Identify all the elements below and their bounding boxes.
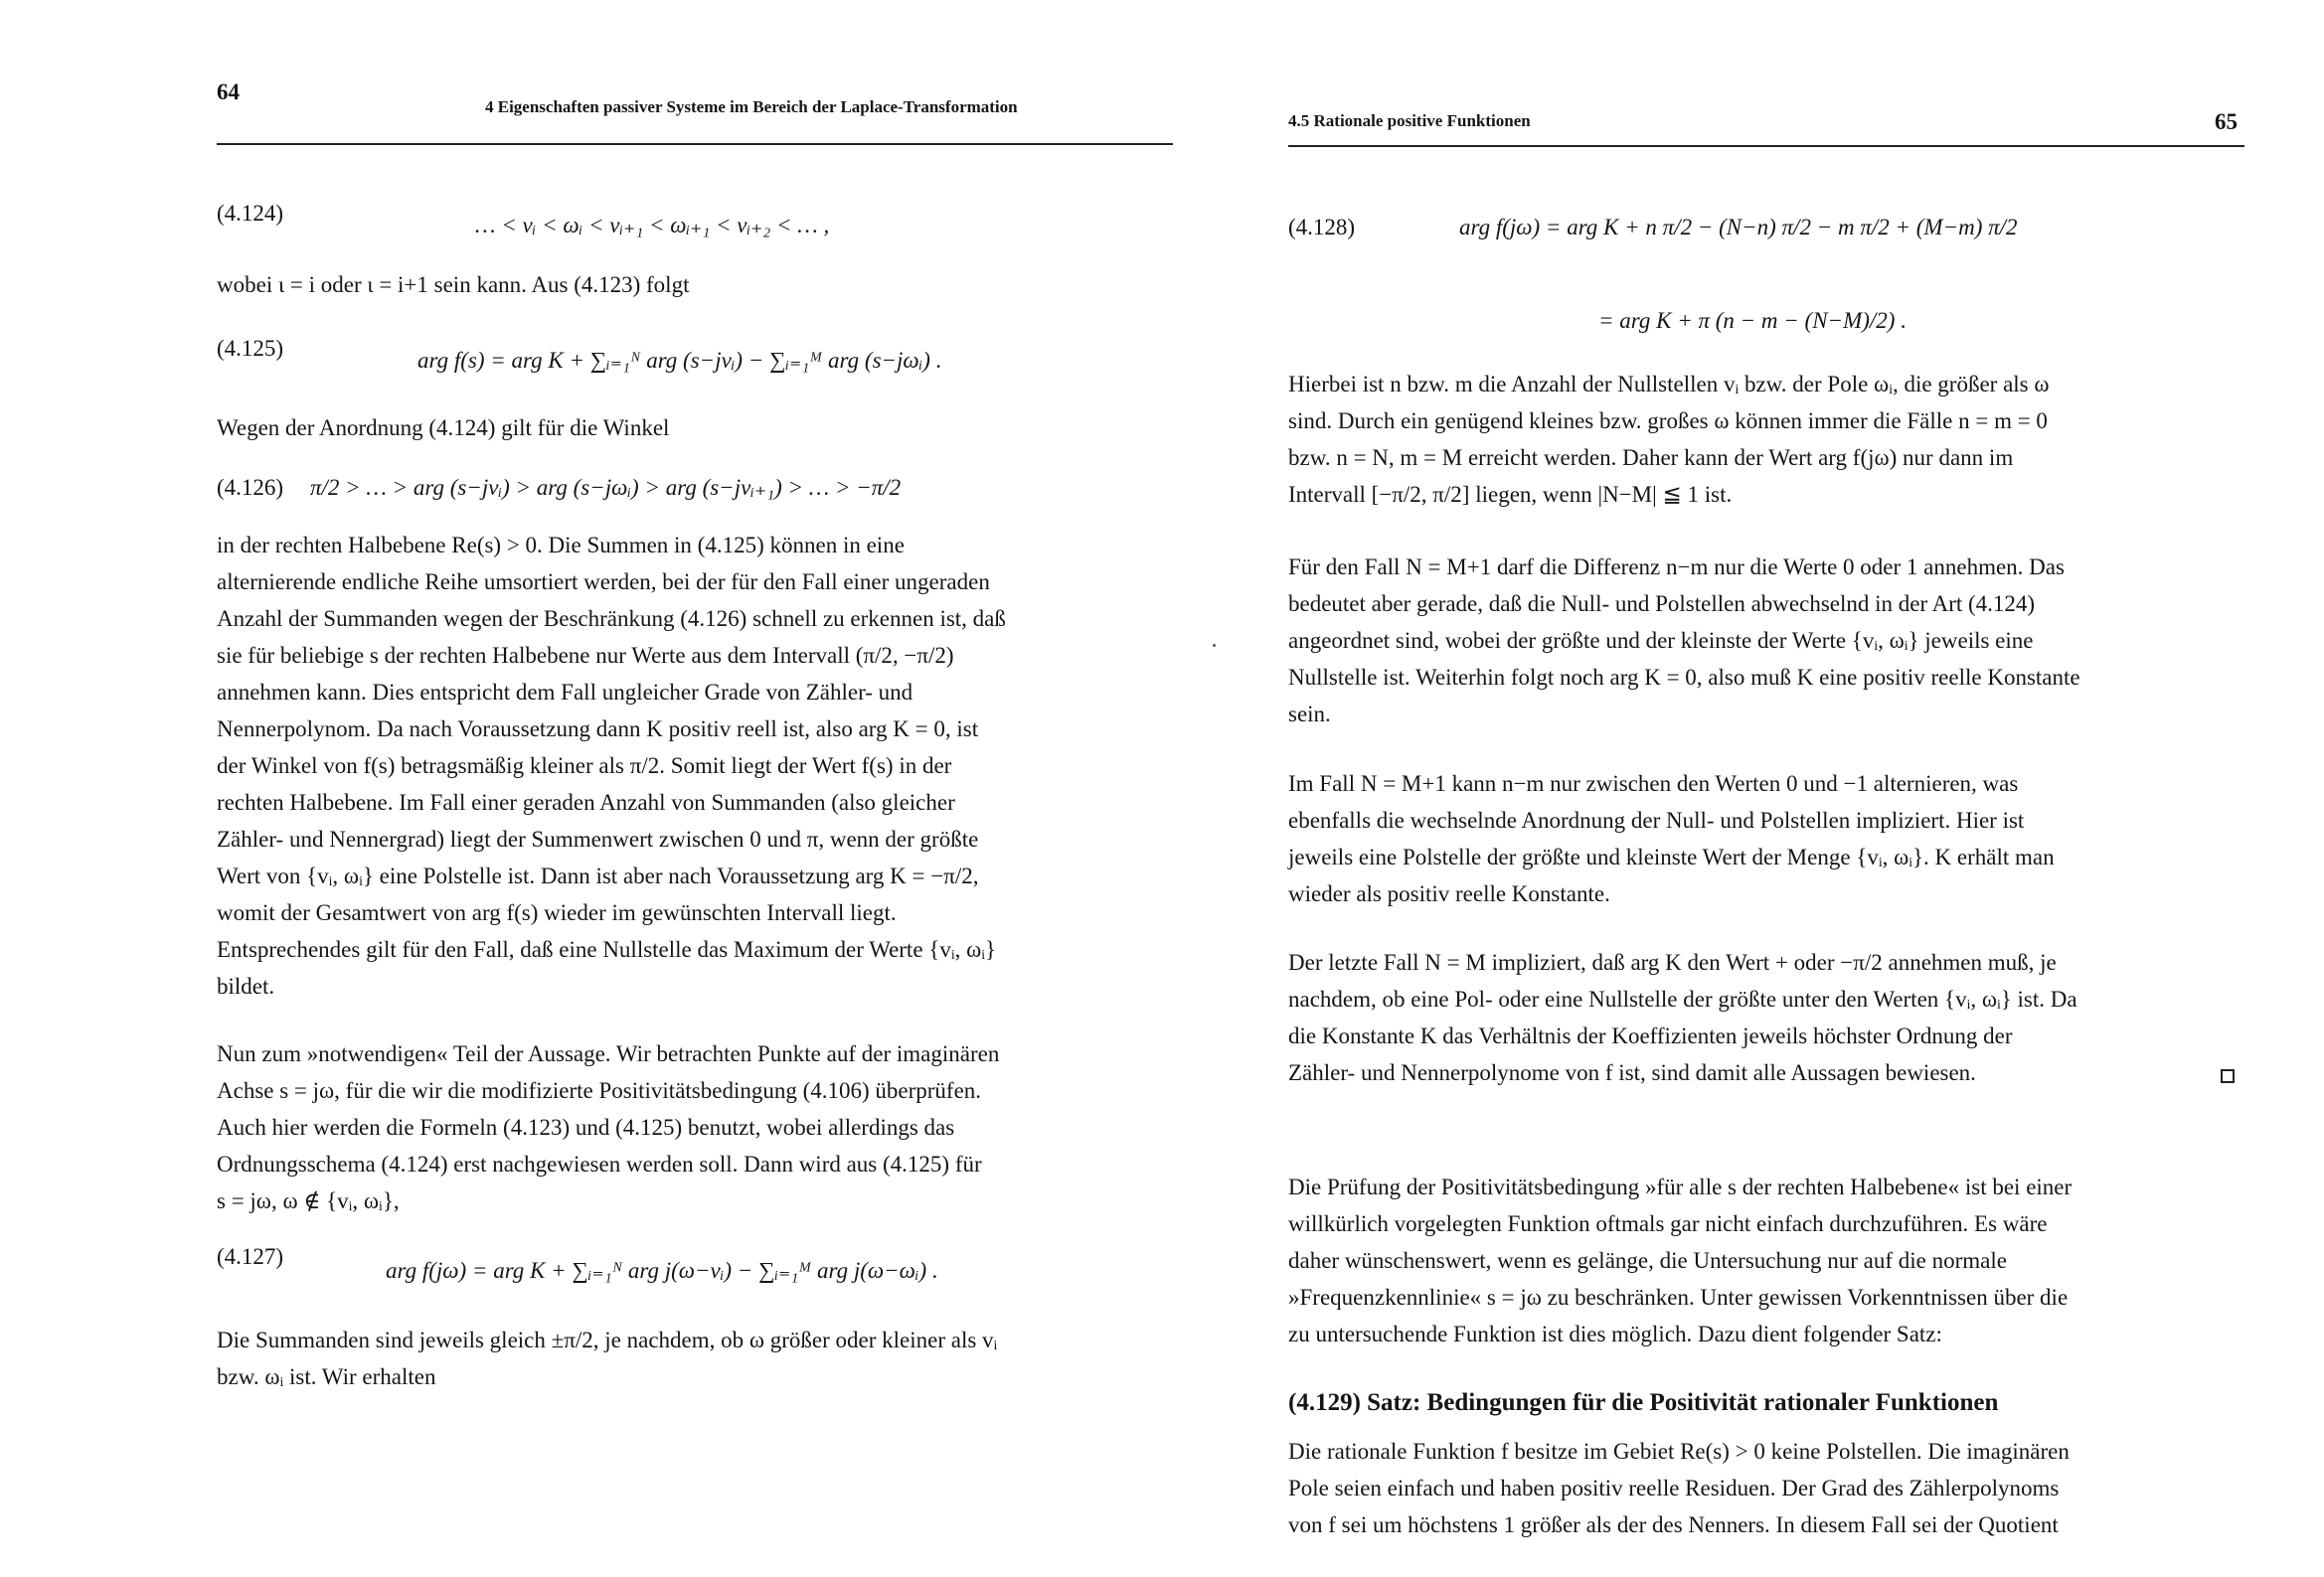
text-line: die Konstante K das Verhältnis der Koeffizienten jeweils höchster Ordnung der — [1288, 1024, 2013, 1048]
equation-number: (4.127) — [217, 1244, 284, 1269]
equation-4-124: … < vᵢ < ωᵢ < vᵢ₊₁ < ωᵢ₊₁ < vᵢ₊₂ < … , — [475, 213, 830, 237]
text-line: Wegen der Anordnung (4.124) gilt für die Winkel — [217, 415, 670, 440]
text-line: sein. — [1288, 702, 1331, 726]
equation-4-125: arg f(s) = arg K + ∑ᵢ₌₁ᴺ arg (s−jvᵢ) − ∑ᵢ₌₁ᴹ arg (s−jωᵢ) . — [417, 348, 942, 373]
text-line: wieder als positiv reelle Konstante. — [1288, 881, 1610, 906]
scan-speck — [1213, 644, 1216, 647]
equation-4-127: arg f(jω) = arg K + ∑ᵢ₌₁ᴺ arg j(ω−vᵢ) − ∑ᵢ₌₁ᴹ arg j(ω−ωᵢ) . — [386, 1258, 938, 1283]
header-rule — [217, 143, 1173, 145]
equation-4-128-line-2: = arg K + π (n − m − (N−M)/2) . — [1598, 308, 1907, 333]
text-line: bildet. — [217, 974, 275, 999]
equation-number: (4.124) — [217, 201, 284, 226]
theorem-heading: (4.129) Satz: Bedingungen für die Positivität rationaler Funktionen — [1288, 1389, 1999, 1416]
text-line: Anzahl der Summanden wegen der Beschränkung (4.126) schnell zu erkennen ist, daß — [217, 606, 1006, 631]
page-number: 64 — [217, 79, 240, 104]
text-line: bzw. ωᵢ ist. Wir erhalten — [217, 1364, 436, 1389]
text-line: »Frequenzkennlinie« s = jω zu beschränken. Unter gewissen Vorkenntnissen über die — [1288, 1285, 2069, 1310]
text-line: wobei ι = i oder ι = i+1 sein kann. Aus (4.123) folgt — [217, 272, 690, 297]
text-line: Im Fall N = M+1 kann n−m nur zwischen den Werten 0 und −1 alternieren, was — [1288, 771, 2019, 796]
text-line: Nullstelle ist. Weiterhin folgt noch arg K = 0, also muß K eine positiv reelle Konstante — [1288, 665, 2080, 690]
text-line: bzw. n = N, m = M erreicht werden. Daher kann der Wert arg f(jω) nur dann im — [1288, 445, 2014, 470]
text-line: womit der Gesamtwert von arg f(s) wieder im gewünschten Intervall liegt. — [217, 900, 897, 925]
paragraph — [1288, 366, 2244, 513]
text-line: jeweils eine Polstelle der größte und kleinste Wert der Menge {vᵢ, ωᵢ}. K erhält man — [1288, 845, 2055, 869]
text-line: Der letzte Fall N = M impliziert, daß arg K den Wert + oder −π/2 annehmen muß, je — [1288, 950, 2057, 975]
text-line: Ordnungsschema (4.124) erst nachgewiesen werden soll. Dann wird aus (4.125) für — [217, 1152, 982, 1177]
text-line: in der rechten Halbebene Re(s) > 0. Die Summen in (4.125) können in eine — [217, 533, 905, 557]
running-head: 4 Eigenschaften passiver Systeme im Bereich der Laplace-Transformation — [485, 97, 1018, 116]
equation-number: (4.125) — [217, 336, 284, 361]
text-line: Intervall [−π/2, π/2] liegen, wenn |N−M| ≦ 1 ist. — [1288, 482, 1733, 507]
paragraph — [1288, 944, 2244, 1091]
text-line: s = jω, ω ∉ {vᵢ, ωᵢ}, — [217, 1188, 400, 1213]
paragraph — [1288, 765, 2244, 912]
text-line: angeordnet sind, wobei der größte und der kleinste der Werte {vᵢ, ωᵢ} jeweils eine — [1288, 628, 2034, 653]
text-line: Nennerpolynom. Da nach Voraussetzung dann K positiv reell ist, also arg K = 0, ist — [217, 716, 979, 741]
equation-number: (4.126) — [217, 475, 284, 500]
text-line: Die Prüfung der Positivitätsbedingung »für alle s der rechten Halbebene« ist bei einer — [1288, 1175, 2073, 1199]
text-line: Auch hier werden die Formeln (4.123) und (4.125) benutzt, wobei allerdings das — [217, 1115, 955, 1140]
text-line: Wert von {vᵢ, ωᵢ} eine Polstelle ist. Dann ist aber nach Voraussetzung arg K = −π/2, — [217, 864, 979, 888]
text-line: Die Summanden sind jeweils gleich ±π/2, je nachdem, ob ω größer oder kleiner als vᵢ — [217, 1328, 998, 1352]
text-line: annehmen kann. Dies entspricht dem Fall ungleicher Grade von Zähler- und — [217, 680, 913, 705]
text-line: Für den Fall N = M+1 darf die Differenz n−m nur die Werte 0 oder 1 annehmen. Das — [1288, 554, 2065, 579]
header-rule — [1288, 145, 2244, 147]
paragraph — [217, 1322, 1173, 1395]
text-line: Achse s = jω, für die wir die modifizierte Positivitätsbedingung (4.106) überprüfen. — [217, 1078, 982, 1103]
text-line: sie für beliebige s der rechten Halbebene nur Werte aus dem Intervall (π/2, −π/2) — [217, 643, 954, 668]
equation-4-128-line-1: arg f(jω) = arg K + n π/2 − (N−n) π/2 − m π/2 + (M−m) π/2 — [1459, 215, 2018, 239]
text-line: ebenfalls die wechselnde Anordnung der Null- und Polstellen impliziert. Hier ist — [1288, 808, 2025, 833]
text-line: Zähler- und Nennerpolynome von f ist, sind damit alle Aussagen bewiesen. — [1288, 1060, 1976, 1085]
text-line: daher wünschenswert, wenn es gelänge, die Untersuchung nur auf die normale — [1288, 1248, 2007, 1273]
text-line: der Winkel von f(s) betragsmäßig kleiner als π/2. Somit liegt der Wert f(s) in der — [217, 753, 952, 778]
text-line: Pole seien einfach und haben positiv reelle Residuen. Der Grad des Zählerpolynoms — [1288, 1476, 2060, 1500]
paragraph — [1288, 1433, 2244, 1543]
paragraph — [217, 1035, 1173, 1219]
text-line: sind. Durch ein genügend kleines bzw. großes ω können immer die Fälle n = m = 0 — [1288, 408, 2048, 433]
right-page — [1223, 0, 2324, 1577]
text-line: Die rationale Funktion f besitze im Gebiet Re(s) > 0 keine Polstellen. Die imaginären — [1288, 1439, 2070, 1464]
text-line: nachdem, ob eine Pol- oder eine Nullstelle der größte unter den Werten {vᵢ, ωᵢ} ist. Da — [1288, 987, 2077, 1012]
equation-number: (4.128) — [1288, 215, 1356, 239]
paragraph — [1288, 1169, 2244, 1352]
equation-4-126: π/2 > … > arg (s−jvᵢ) > arg (s−jωᵢ) > arg (s−jvᵢ₊₁) > … > −π/2 — [310, 475, 902, 500]
text-line: Hierbei ist n bzw. m die Anzahl der Nullstellen vᵢ bzw. der Pole ωᵢ, die größer als ω — [1288, 372, 2050, 396]
text-line: alternierende endliche Reihe umsortiert werden, bei der für den Fall einer ungeraden — [217, 569, 990, 594]
paragraph — [1288, 549, 2244, 732]
page-number: 65 — [2215, 109, 2238, 134]
text-line: Nun zum »notwendigen« Teil der Aussage. Wir betrachten Punkte auf der imaginären — [217, 1041, 1000, 1066]
running-head: 4.5 Rationale positive Funktionen — [1288, 111, 1531, 130]
text-line: Entsprechendes gilt für den Fall, daß eine Nullstelle das Maximum der Werte {vᵢ, ωᵢ} — [217, 937, 997, 962]
text-line: bedeutet aber gerade, daß die Null- und Polstellen abwechselnd in der Art (4.124) — [1288, 591, 2036, 616]
text-line: von f sei um höchstens 1 größer als der des Nenners. In diesem Fall sei der Quotient — [1288, 1512, 2059, 1537]
text-line: rechten Halbebene. Im Fall einer geraden Anzahl von Summanden (also gleicher — [217, 790, 955, 815]
text-line: zu untersuchende Funktion ist dies möglich. Dazu dient folgender Satz: — [1288, 1322, 1942, 1346]
text-line: willkürlich vorgelegten Funktion oftmals gar nicht einfach durchzuführen. Es wäre — [1288, 1211, 2048, 1236]
text-line: Zähler- und Nennergrad) liegt der Summenwert zwischen 0 und π, wenn der größte — [217, 827, 979, 852]
paragraph — [217, 527, 1173, 1005]
qed-square — [2221, 1069, 2235, 1083]
